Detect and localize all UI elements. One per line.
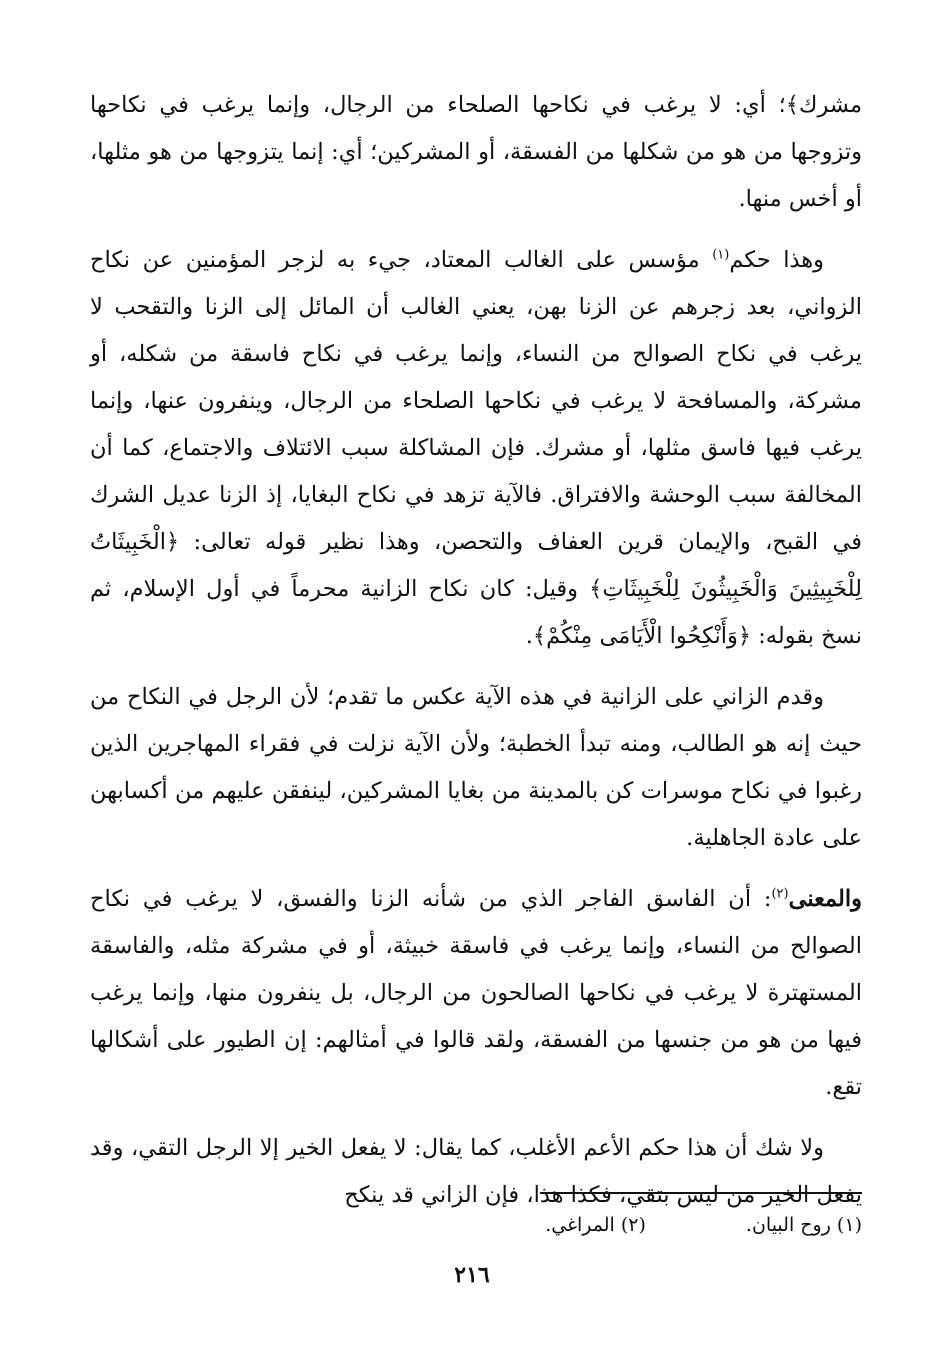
paragraph-2-text-rest: مؤسس على الغالب المعتاد، جيء به لزجر المؤمنين عن نكاح الزواني، بعد زجرهم عن الزنا بهن، يعني الغالب أن المائل إلى الزنا والتقحب لا يرغب في نكاح الصوالح من النساء، وإنما يرغب في نكاح فاسقة من شكله، أو مشركة، والمسافحة لا يرغب في نكاحها الصلحاء من الرجال، وينفرون عنها، وإنما يرغب فيها فاسق مثلها، أو مشرك. فإن المشاكلة سبب الائتلاف والاجتماع، كما أن المخالفة سبب الوحشة والافتراق. فالآية تزهد في نكاح البغايا، إذ الزنا عديل الشرك في القبح، والإيمان قرين العفاف والتحصن، وهذا نظير قوله تعالى: ﴿الْخَبِيثَاتُ لِلْخَبِيثِينَ وَالْخَبِيثُونَ لِلْخَبِيثَاتِ﴾ وقيل: كان نكاح الزانية محرماً في أول الإسلام، ثم نسخ بقوله: ﴿وَأَنْكِحُوا الْأَيَامَى مِنْكُمْ﴾. <box>90 247 862 649</box>
paragraph-4 <box>90 876 862 1111</box>
footnote-1: (١) روح البيان. <box>745 1214 862 1236</box>
footnote-2: (٢) المراغي. <box>545 1214 646 1236</box>
paragraph-2 <box>90 237 862 660</box>
footnote-ref-2: (٢) <box>771 886 789 902</box>
paragraph-3-text: وقدم الزاني على الزانية في هذه الآية عكس ما تقدم؛ لأن الرجل في النكاح من حيث إنه هو الطالب، ومنه تبدأ الخطبة؛ ولأن الآية نزلت في فقراء المهاجرين الذين رغبوا في نكاح موسرات كن بالمدينة من بغايا المشركين، لينفقن عليهم من أكسابهن على عادة الجاهلية. <box>90 684 862 851</box>
page-number: ٢١٦ <box>454 1262 490 1288</box>
footnote-ref-1: (١) <box>712 247 730 263</box>
footnote-divider <box>540 1192 862 1194</box>
paragraph-1 <box>90 82 862 223</box>
paragraph-1-text: مشرك﴾؛ أي: لا يرغب في نكاحها الصلحاء من الرجال، وإنما يرغب في نكاحها وتزوجها من هو من شكلها من الفسقة، أو المشركين؛ أي: إنما يتزوجها من هو مثلها، أو أخس منها. <box>90 92 862 212</box>
page-body <box>90 82 862 1233</box>
footnotes <box>300 1210 862 1240</box>
paragraph-5-text: ولا شك أن هذا حكم الأعم الأغلب، كما يقال: لا يفعل الخير إلا الرجل التقي، وقد يفعل الخير من ليس بتقي، فكذا هذا، فإن الزاني قد ينكح <box>90 1135 862 1208</box>
paragraph-4-text: : أن الفاسق الفاجر الذي من شأنه الزنا والفسق، لا يرغب في نكاح الصوالح من النساء، وإنما يرغب في فاسقة خبيثة، أو في مشركة مثله، والفاسقة المستهترة لا يرغب في نكاحها الصالحون من الرجال، بل ينفرون منها، وإنما يرغب فيها من هو من جنسها من الفسقة، ولقد قالوا في أمثالهم: إن الطيور على أشكالها تقع. <box>90 886 862 1100</box>
paragraph-5 <box>90 1125 862 1219</box>
paragraph-3 <box>90 674 862 862</box>
paragraph-4-heading: والمعنى <box>788 886 862 912</box>
paragraph-2-text-start: وهذا حكم <box>729 247 824 273</box>
